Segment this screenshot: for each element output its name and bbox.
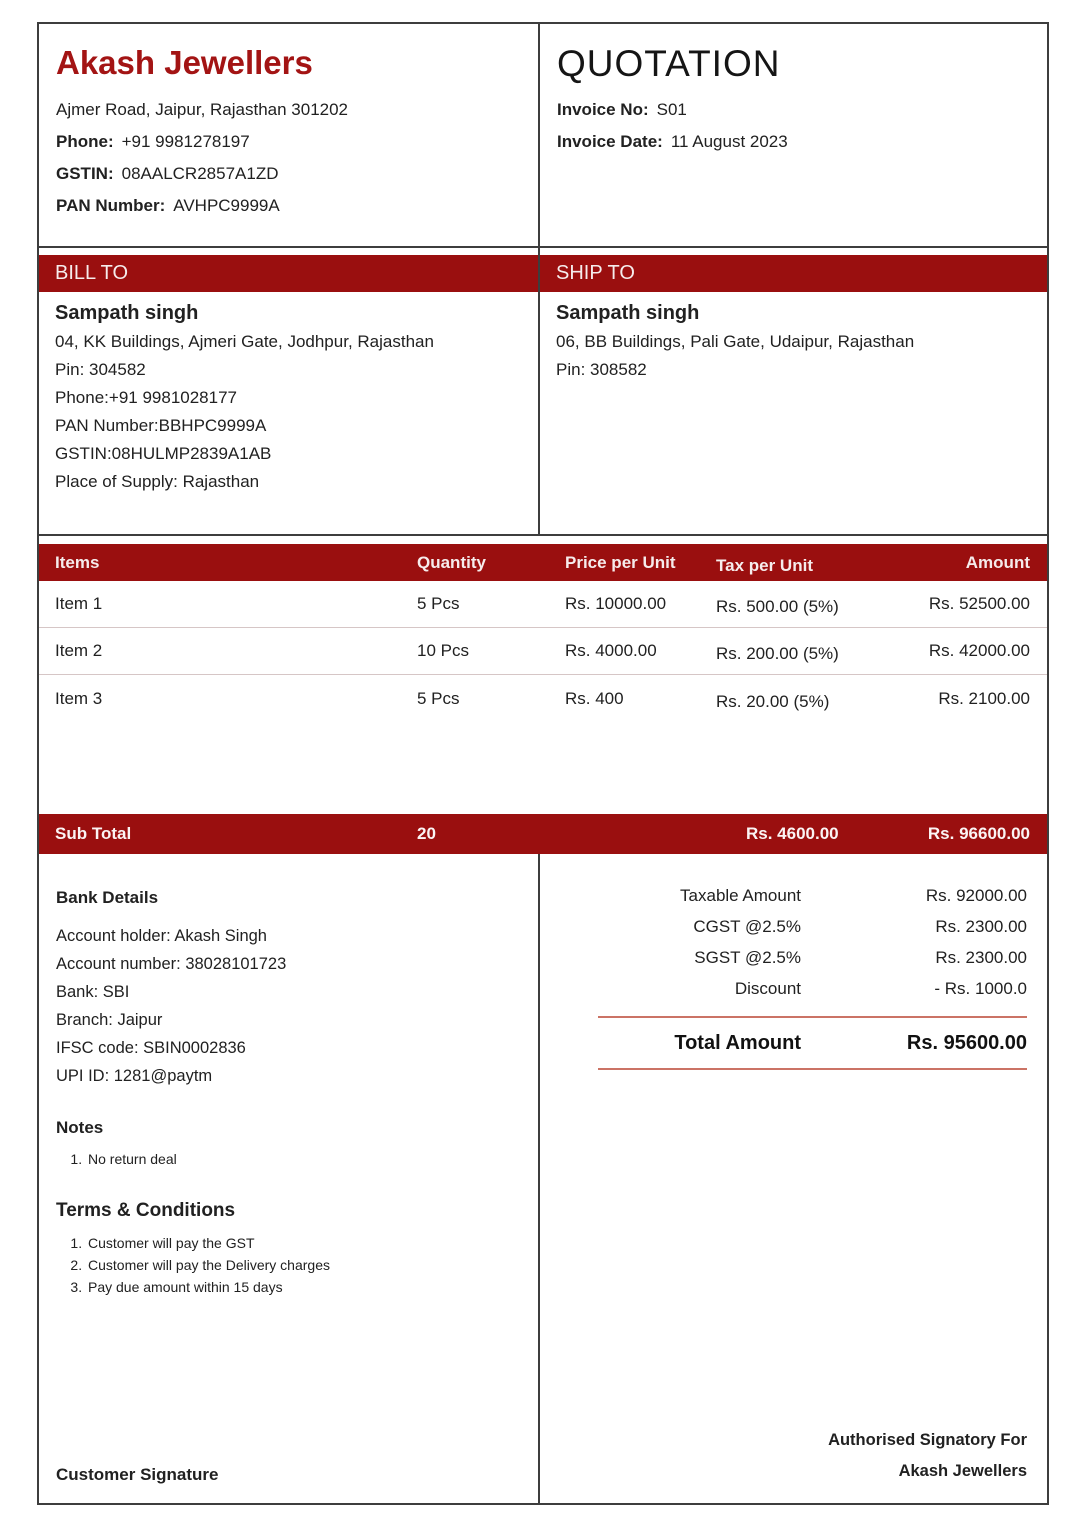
bill-to-pan: PAN Number:BBHPC9999A (55, 416, 267, 435)
table-bottom-gap (39, 722, 1047, 814)
bill-to-block (39, 248, 540, 534)
ship-to-header: SHIP TO (540, 255, 1047, 292)
header-amount: Amount (965, 552, 1030, 572)
notes-title: Notes (56, 1118, 104, 1137)
terms-title: Terms & Conditions (56, 1200, 236, 1221)
term-item: 3. Pay due amount within 15 days (86, 1276, 518, 1298)
bank-line: Bank: SBI (56, 983, 130, 1001)
bill-to-name: Sampath singh (55, 302, 199, 324)
bottom-right-column (540, 854, 1047, 1503)
ship-to-pin: Pin: 308582 (556, 360, 647, 379)
table-top-gap (39, 536, 1047, 544)
bill-to-place-of-supply: Place of Supply: Rajasthan (55, 472, 260, 491)
term-item: 2. Customer will pay the Delivery charges (86, 1254, 518, 1276)
notes-list (56, 1148, 518, 1170)
table-row: Item 3 5 Pcs Rs. 400 Rs. 20.00 (5%) Rs. 2100.00 (39, 675, 1047, 722)
header-price: Price per Unit (565, 552, 676, 572)
bank-details-title: Bank Details (56, 888, 159, 907)
invoice-number: Invoice No: S01 (557, 100, 687, 119)
company-address: Ajmer Road, Jaipur, Rajasthan 301202 (56, 100, 349, 119)
bank-line: IFSC code: SBIN0002836 (56, 1039, 246, 1057)
company-gstin: GSTIN: 08AALCR2857A1ZD (56, 164, 279, 183)
bill-to-gstin: GSTIN:08HULMP2839A1AB (55, 444, 272, 463)
subtotal-tax: Rs. 4600.00 (746, 824, 839, 843)
total-amount-label: Total Amount (674, 1031, 801, 1054)
bill-to-header: BILL TO (39, 255, 538, 292)
totals-row: SGST @2.5% Rs. 2300.00 (694, 947, 1027, 967)
subtotal-row (39, 814, 1047, 854)
items-table-header (39, 544, 1047, 581)
table-row: Item 2 10 Pcs Rs. 4000.00 Rs. 200.00 (5%) Rs. 42000.00 (39, 628, 1047, 675)
bill-to-phone: Phone:+91 9981028177 (55, 388, 237, 407)
invoice-date: Invoice Date: 11 August 2023 (557, 132, 788, 151)
subtotal-quantity: 20 (417, 824, 436, 843)
ship-to-block (540, 248, 1047, 534)
header-items: Items (55, 552, 100, 572)
billship-section (39, 248, 1047, 536)
term-item: 1. Customer will pay the GST (86, 1232, 518, 1254)
header-tax: Tax per Unit (716, 555, 813, 575)
bank-line: Branch: Jaipur (56, 1011, 163, 1029)
bank-line: Account number: 38028101723 (56, 955, 287, 973)
header-section (39, 24, 1047, 248)
bank-line: Account holder: Akash Singh (56, 927, 267, 945)
company-phone: Phone: +91 9981278197 (56, 132, 250, 151)
authorised-line2: Akash Jewellers (898, 1462, 1027, 1480)
bottom-section (39, 854, 1047, 1503)
customer-signature-label: Customer Signature (56, 1465, 219, 1484)
totals-row: Discount - Rs. 1000.0 (734, 978, 1027, 998)
document-title: QUOTATION (557, 43, 781, 84)
company-name: Akash Jewellers (56, 44, 313, 81)
header-quantity: Quantity (417, 552, 486, 572)
ship-to-address: 06, BB Buildings, Pali Gate, Udaipur, Rajasthan (556, 332, 915, 351)
totals-row: CGST @2.5% Rs. 2300.00 (693, 916, 1027, 936)
note-item: 1. No return deal (86, 1148, 518, 1170)
bottom-left-column (39, 854, 540, 1503)
subtotal-label: Sub Total (55, 824, 132, 843)
items-table (39, 544, 1047, 722)
bill-to-pin: Pin: 304582 (55, 360, 146, 379)
bank-line: UPI ID: 1281@paytm (56, 1067, 213, 1085)
company-pan: PAN Number: AVHPC9999A (56, 196, 280, 215)
document-info-block (540, 24, 1047, 246)
totals-row: Taxable Amount Rs. 92000.00 (680, 885, 1027, 905)
table-row: Item 1 5 Pcs Rs. 10000.00 Rs. 500.00 (5%) Rs. 52500.00 (39, 581, 1047, 628)
total-amount-value: Rs. 95600.00 (906, 1031, 1027, 1054)
authorised-line1: Authorised Signatory For (828, 1431, 1027, 1449)
company-block (39, 24, 540, 246)
terms-list (56, 1232, 518, 1298)
document-sheet (37, 22, 1049, 1505)
totals-divider (598, 1068, 1027, 1070)
subtotal-amount: Rs. 96600.00 (927, 824, 1030, 843)
bill-to-address: 04, KK Buildings, Ajmeri Gate, Jodhpur, Rajasthan (55, 332, 434, 351)
bank-details (56, 922, 518, 1090)
total-amount-row (540, 1018, 1027, 1068)
totals-block (540, 880, 1027, 1070)
ship-to-name: Sampath singh (556, 302, 700, 324)
authorised-signatory (828, 1425, 1027, 1487)
